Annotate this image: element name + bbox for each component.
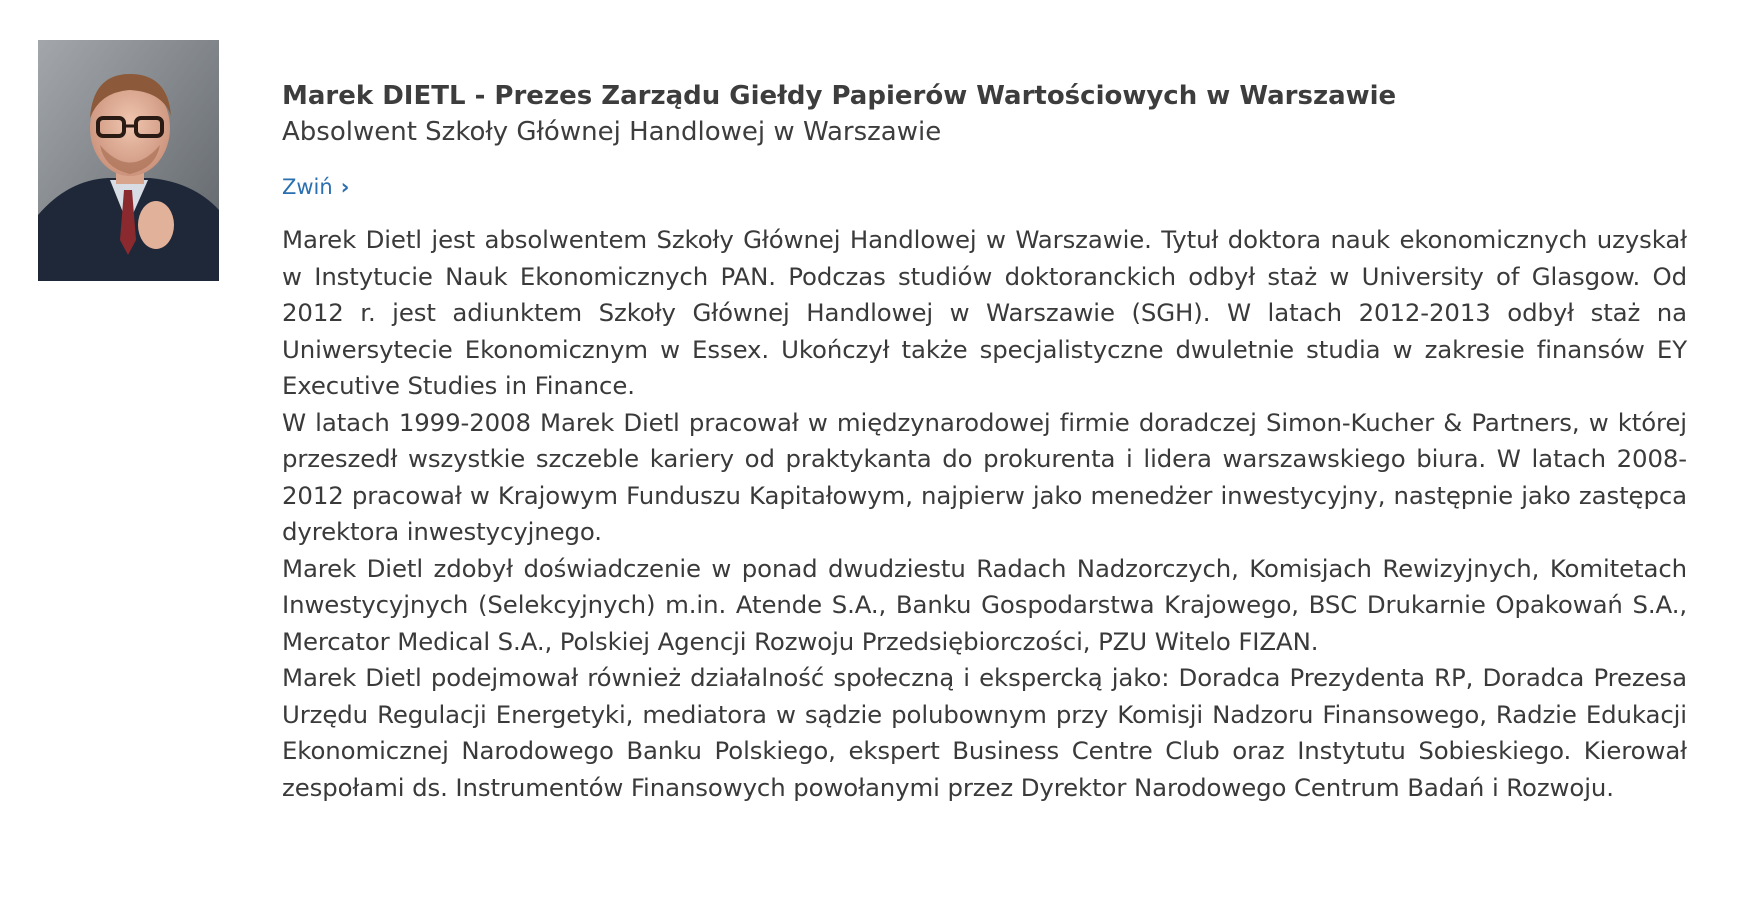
profile-subtitle: Absolwent Szkoły Głównej Handlowej w Warszawie xyxy=(282,117,942,147)
profile-name-title: Marek DIETL - Prezes Zarządu Giełdy Papierów Wartościowych w Warszawie xyxy=(282,81,1397,111)
collapse-label: Zwiń xyxy=(282,175,333,199)
profile-bio xyxy=(282,222,1687,806)
bio-paragraph: W latach 1999-2008 Marek Dietl pracował w międzynarodowej firmie doradczej Simon-Kucher & Partners, w której przeszedł wszystkie szczeble kariery od praktykanta do prokurenta i lidera warszawskiego biura. W latach 2008-2012 pracował w Krajowym Funduszu Kapitałowym, najpierw jako menedżer inwestycyjny, następnie jako zastępca dyrektora inwestycyjnego. xyxy=(282,407,1687,546)
portrait-image xyxy=(38,40,219,281)
bio-paragraph: Marek Dietl jest absolwentem Szkoły Głównej Handlowej w Warszawie. Tytuł doktora nauk ekonomicznych uzyskał w Instytucie Nauk Ekonomicznych PAN. Podczas studiów doktoranckich odbył staż w University of Glasgow. Od 2012 r. jest adiunktem Szkoły Głównej Handlowej w Warszawie (SGH). W latach 2012-2013 odbył staż na Uniwersytecie Ekonomicznym w Essex. Ukończył także specjalistyczne dwuletnie studia w zakresie finansów EY Executive Studies in Finance. xyxy=(282,225,1687,400)
bio-paragraph: Marek Dietl zdobył doświadczenie w ponad dwudziestu Radach Nadzorczych, Komisjach Rewizyjnych, Komitetach Inwestycyjnych (Selekcyjnych) m.in. Atende S.A., Banku Gospodarstwa Krajowego, BSC Drukarnie Opakowań S.A., Mercator Medical S.A., Polskiej Agencji Rozwoju Przedsiębiorczości, PZU Witelo FIZAN. xyxy=(282,553,1687,656)
chevron-right-icon: › xyxy=(340,175,350,199)
collapse-link[interactable] xyxy=(282,172,349,202)
profile-content xyxy=(282,78,1687,806)
bio-paragraph: Marek Dietl podejmował również działalność społeczną i ekspercką jako: Doradca Prezydenta RP, Doradca Prezesa Urzędu Regulacji Energetyki, mediatora w sądzie polubownym przy Komisji Nadzoru Finansowego, Radzie Edukacji Ekonomicznej Narodowego Banku Polskiego, ekspert Business Centre Club oraz Instytutu Sobieskiego. Kierował zespołami ds. Instrumentów Finansowych powołanymi przez Dyrektor Narodowego Centrum Badań i Rozwoju. xyxy=(282,663,1687,802)
profile-photo xyxy=(38,40,219,281)
